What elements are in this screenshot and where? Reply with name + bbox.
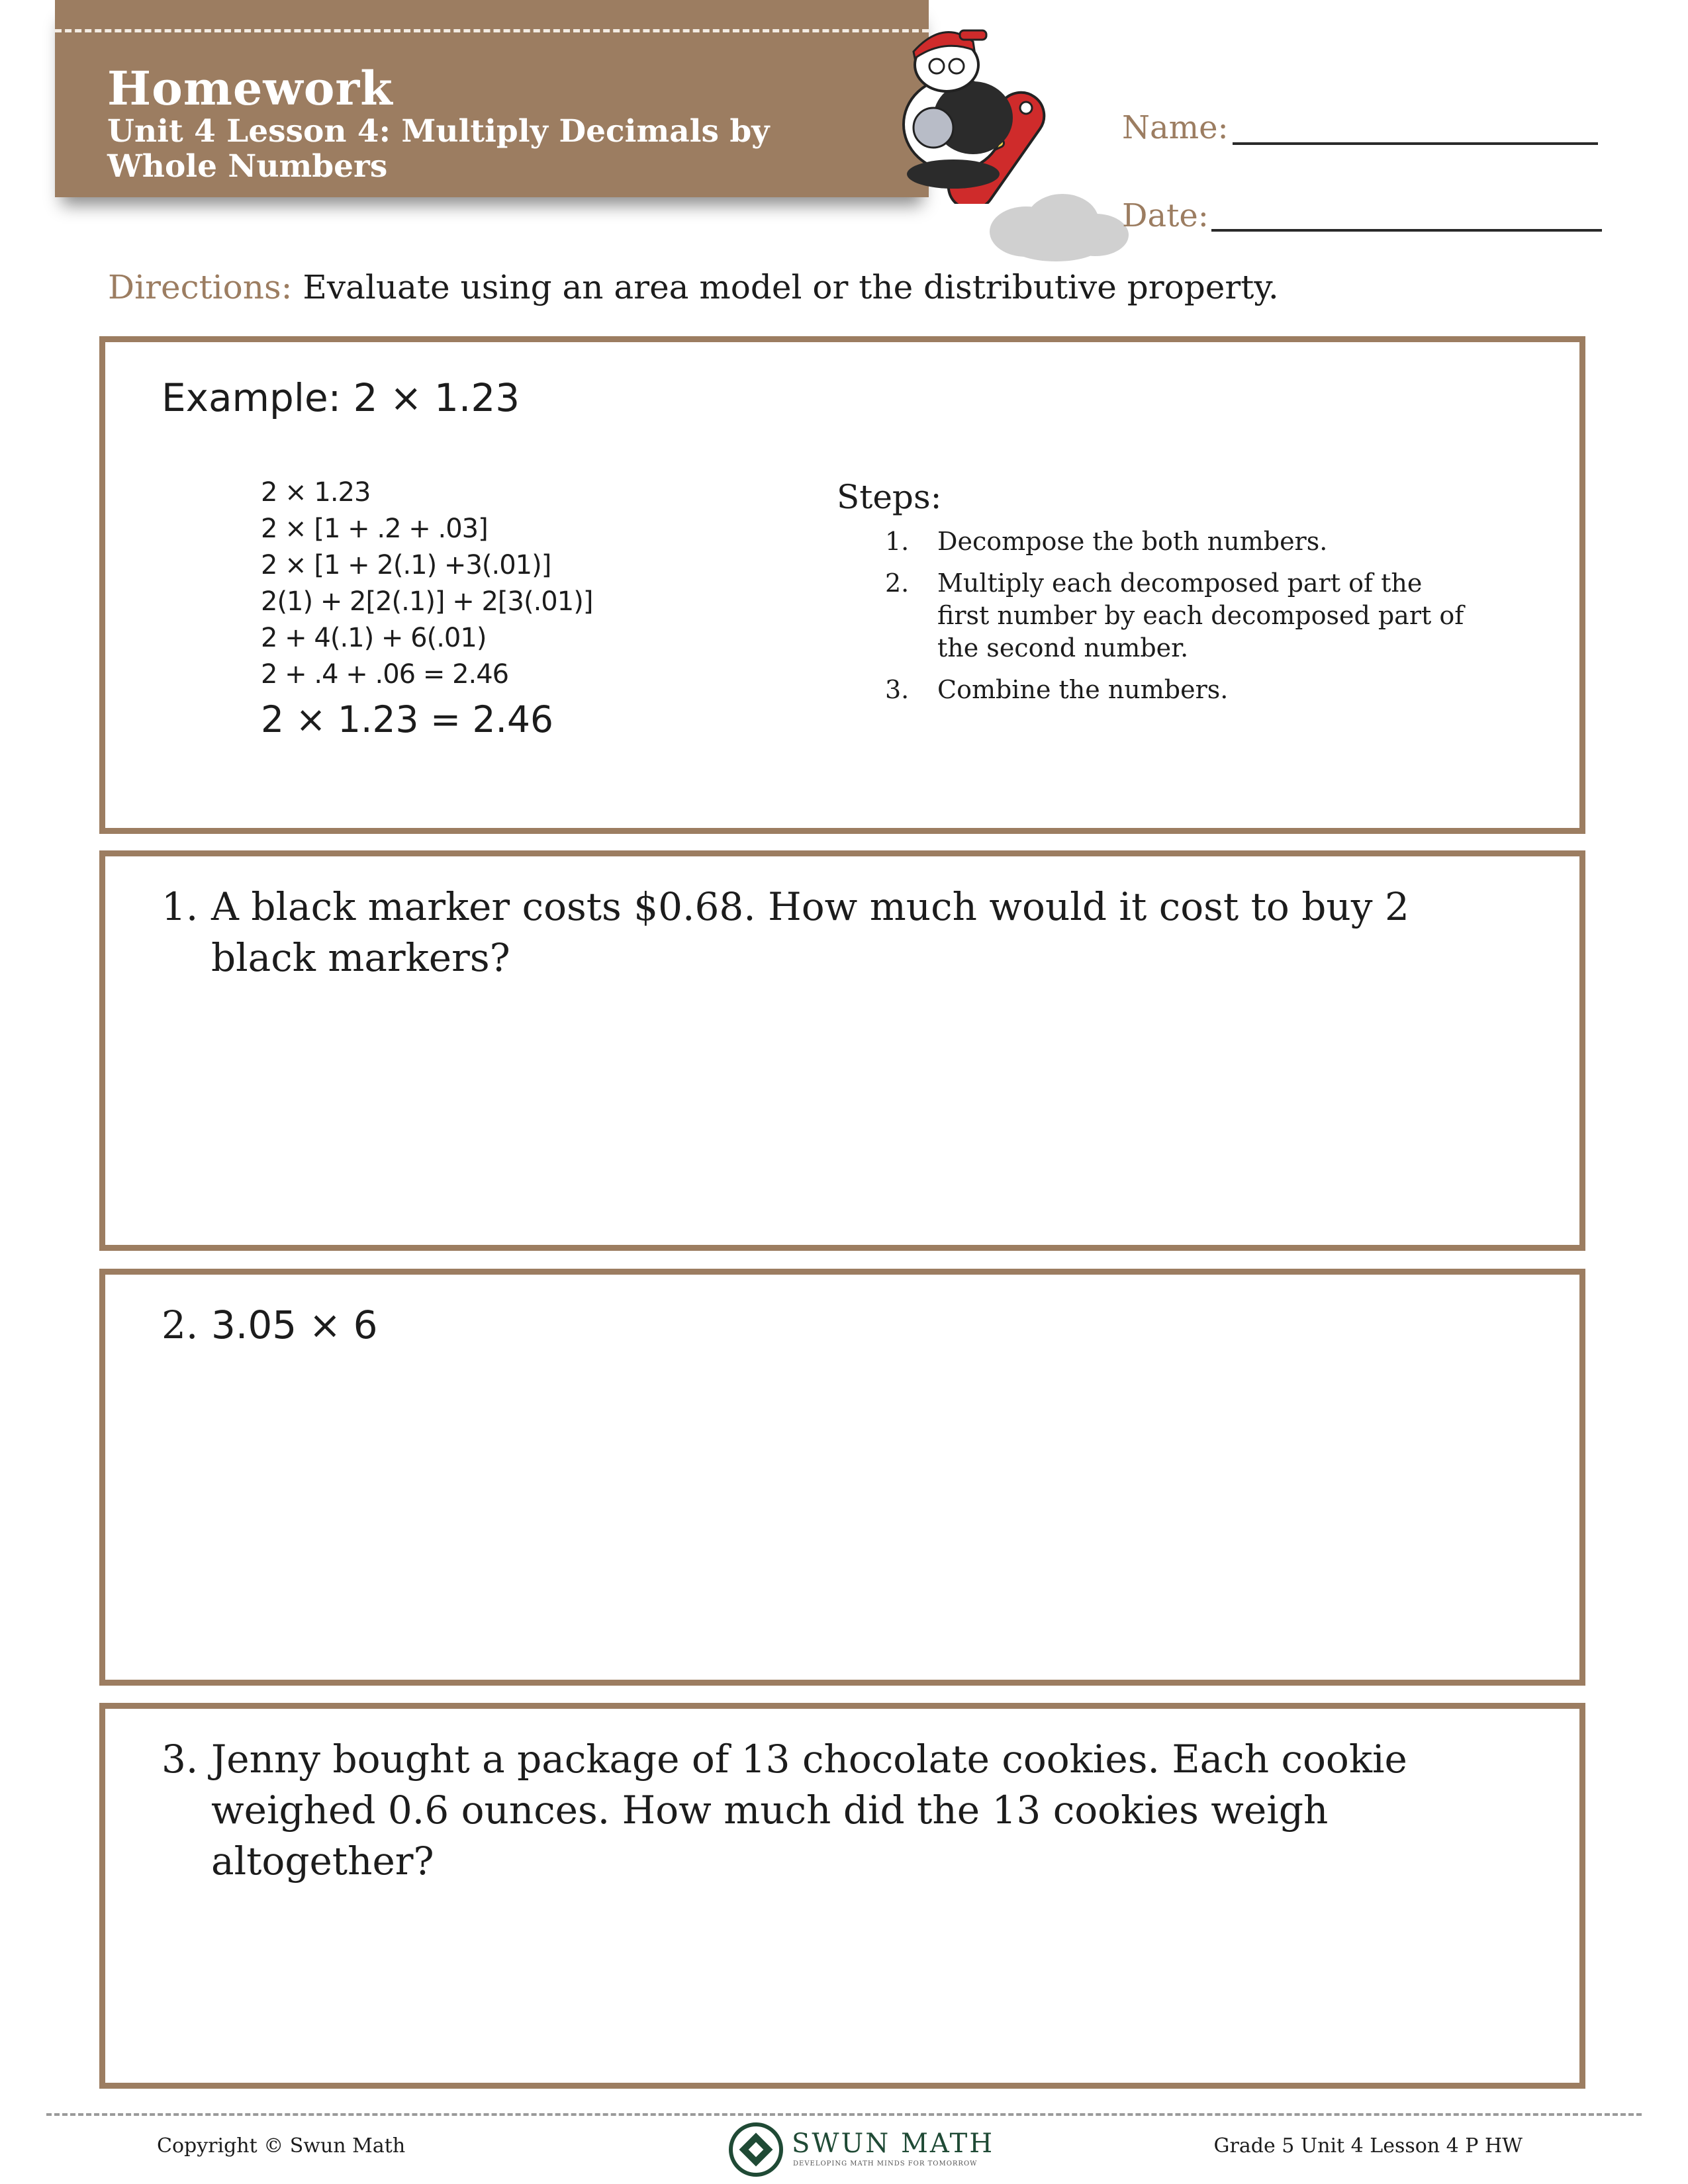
problem-number: 2. xyxy=(162,1302,199,1347)
swun-logo-icon xyxy=(728,2122,784,2177)
problem-text: A black marker costs $0.68. How much would it cost to buy 2 black markers? xyxy=(211,884,1409,980)
work-final-answer: 2 × 1.23 = 2.46 xyxy=(261,698,554,741)
work-line: 2 + .4 + .06 = 2.46 xyxy=(261,659,509,690)
step-text: Combine the numbers. xyxy=(937,675,1229,704)
example-work xyxy=(261,475,592,746)
problem-3 xyxy=(162,1734,1519,1887)
swun-math-logo xyxy=(728,2123,995,2176)
problem-3-box[interactable] xyxy=(99,1703,1585,2089)
problem-2 xyxy=(162,1300,1519,1351)
step-number: 2. xyxy=(885,569,910,598)
footer-divider xyxy=(46,2113,1642,2116)
problem-number: 1. xyxy=(162,884,199,929)
problem-text: 3.05 × 6 xyxy=(211,1302,378,1347)
banner-dashed-line xyxy=(55,29,929,32)
problem-1 xyxy=(162,882,1519,983)
date-label: Date: xyxy=(1122,197,1209,234)
name-label: Name: xyxy=(1122,109,1229,146)
skateboarding-panda-mascot-icon xyxy=(874,12,1072,204)
logo-tagline: DEVELOPING MATH MINDS FOR TOMORROW xyxy=(793,2160,978,2167)
step-item xyxy=(837,674,1472,706)
step-item xyxy=(837,525,1472,558)
step-number: 3. xyxy=(885,675,910,704)
step-text: Multiply each decomposed part of the first number by each decomposed part of the second number. xyxy=(937,569,1464,662)
directions-label: Directions: xyxy=(108,268,293,306)
problem-2-box[interactable] xyxy=(99,1269,1585,1686)
lesson-subtitle: Unit 4 Lesson 4: Multiply Decimals by Whole Numbers xyxy=(107,113,770,185)
name-field[interactable] xyxy=(1233,142,1598,145)
page-title: Homework xyxy=(107,61,393,116)
directions xyxy=(108,268,1279,306)
smoke-cloud-icon xyxy=(980,185,1139,265)
step-text: Decompose the both numbers. xyxy=(937,527,1328,556)
work-line: 2 × [1 + 2(.1) +3(.01)] xyxy=(261,550,551,580)
problem-text: Jenny bought a package of 13 chocolate cookies. Each cookie weighed 0.6 ounces. How much did the 13 cookies weigh altogether? xyxy=(211,1737,1407,1884)
work-line: 2 × 1.23 xyxy=(261,477,371,508)
directions-text: Evaluate using an area model or the distributive property. xyxy=(303,268,1279,306)
header-banner xyxy=(55,0,929,197)
example-box xyxy=(99,336,1585,834)
logo-name: SWUN MATH xyxy=(792,2128,995,2159)
mascot-body xyxy=(904,78,1013,189)
work-line: 2(1) + 2[2(.1)] + 2[3(.01)] xyxy=(261,586,593,617)
example-title: Example: 2 × 1.23 xyxy=(162,375,520,420)
problem-number: 3. xyxy=(162,1737,199,1782)
step-number: 1. xyxy=(885,527,910,556)
date-field[interactable] xyxy=(1211,229,1602,232)
step-item xyxy=(837,567,1472,664)
document-code: Grade 5 Unit 4 Lesson 4 P HW xyxy=(1213,2134,1523,2158)
copyright: Copyright © Swun Math xyxy=(157,2134,406,2158)
steps-title: Steps: xyxy=(837,478,942,516)
steps-list xyxy=(837,478,1472,715)
work-line: 2 + 4(.1) + 6(.01) xyxy=(261,623,487,653)
problem-1-box[interactable] xyxy=(99,850,1585,1251)
work-line: 2 × [1 + .2 + .03] xyxy=(261,514,488,544)
